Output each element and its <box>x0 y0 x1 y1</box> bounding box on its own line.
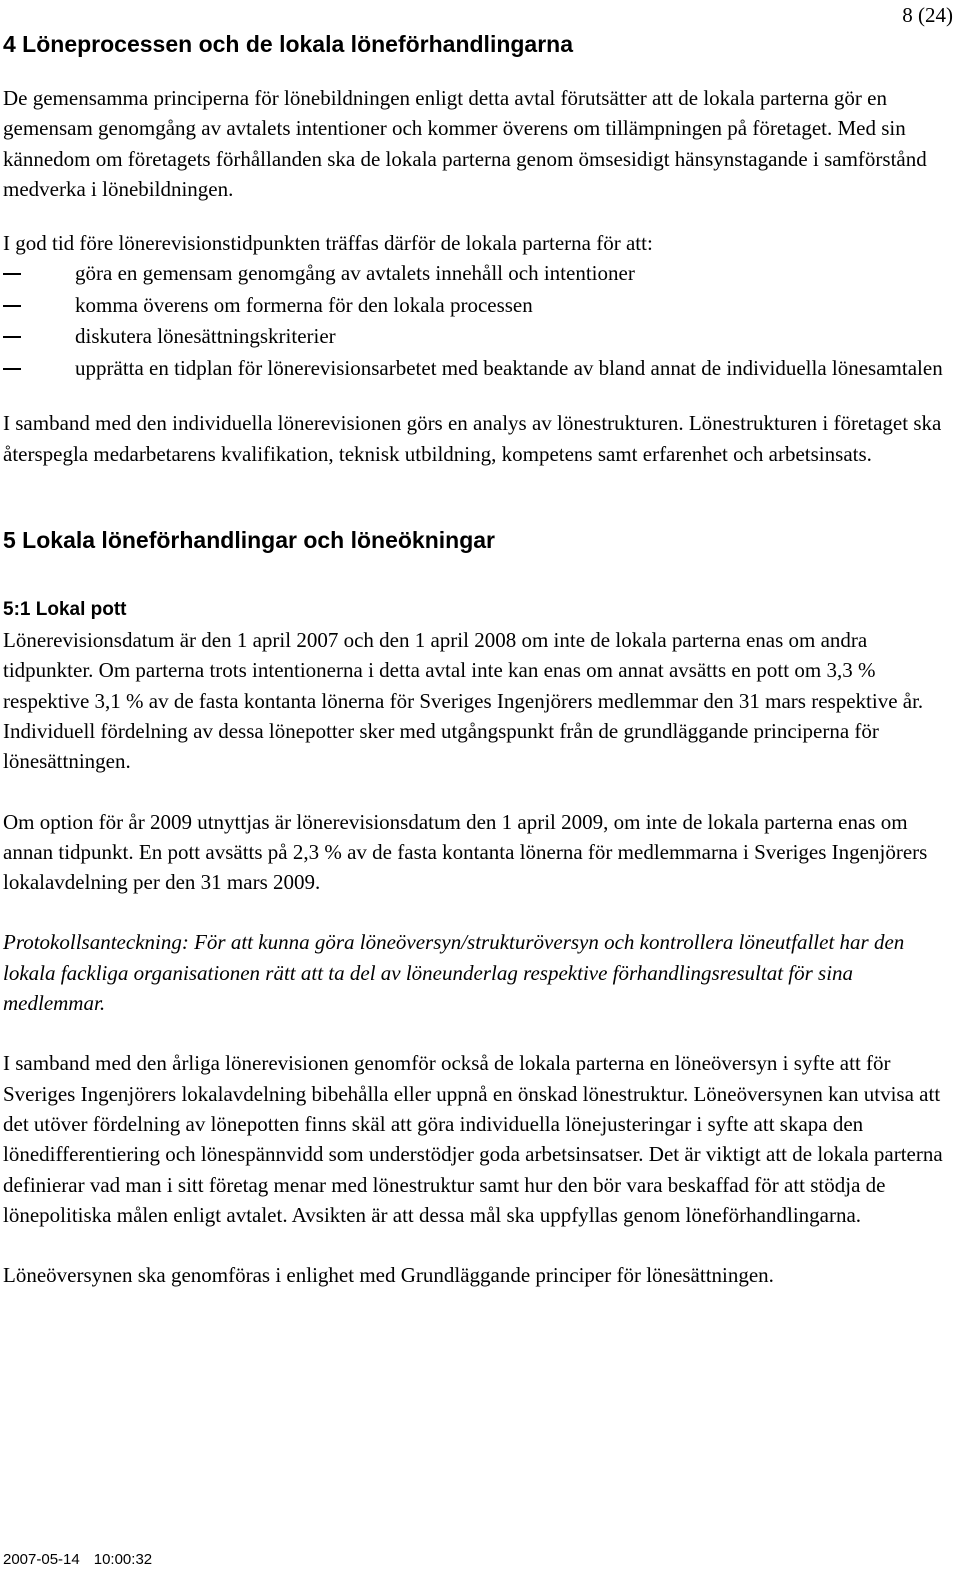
list-item <box>3 321 951 353</box>
section-4-heading: 4 Löneprocessen och de lokala löneförhandlingarna <box>3 31 574 57</box>
list-item-text: upprätta en tidplan för lönerevisionsarbetet med beaktande av bland annat de individuella lönesamtalen <box>75 355 943 380</box>
section-5-paragraph-4: Löneöversynen ska genomföras i enlighet med Grundläggande principer för lönesättningen. <box>3 1263 774 1288</box>
document-body <box>3 24 951 1290</box>
section-4-paragraph-1: De gemensamma principerna för lönebildningen enligt detta avtal förutsätter att de lokala parterna gör en gemensam genomgång av avtalets intentioner och kommer överens om tillämpningen på företaget. Med sin kännedom om företagets förhållanden ska de lokala parterna genom ömsesidigt hänsynstagande i samförstånd medverka i lönebildningen. <box>3 86 927 201</box>
page-number: 8 (24) <box>902 3 953 27</box>
dash-bullet-icon <box>3 336 21 338</box>
section-4-paragraph-2: I samband med den individuella lönerevisionen görs en analys av lönestrukturen. Lönestrukturen i företaget ska återspegla medarbetarens kvalifikation, teknisk utbildning, kompetens samt erfarenhet och arbetsinsats. <box>3 411 942 466</box>
section-5-paragraph-2: Om option för år 2009 utnyttjas är lönerevisionsdatum den 1 april 2009, om inte de lokala parterna enas om annan tidpunkt. En pott avsätts på 2,3 % av de fasta kontanta lönerna för medlemmarna i Sveriges Ingenjörers lokalavdelning per den 31 mars 2009. <box>3 809 928 895</box>
list-item-text: diskutera lönesättningskriterier <box>75 324 336 349</box>
section-5-heading: 5 Lokala löneförhandlingar och löneökningar <box>3 527 496 554</box>
protocol-note: Protokollsanteckning: För att kunna göra löneöversyn/strukturöversyn och kontrollera löneutfallet har den lokala fackliga organisationen rätt att ta del av löneunderlag respektive förhandlingsresultat för sina medlemmar. <box>3 930 905 1016</box>
section-4-dash-list <box>3 258 951 384</box>
dash-bullet-icon <box>3 305 21 307</box>
list-item-text: göra en gemensam genomgång av avtalets innehåll och intentioner <box>75 261 635 286</box>
footer-timestamp <box>3 1550 152 1570</box>
dash-bullet-icon <box>3 273 21 275</box>
section-4-list-intro: I god tid före lönerevisionstidpunkten träffas därför de lokala parterna för att: <box>3 231 653 256</box>
list-item-text: komma överens om formerna för den lokala processen <box>75 292 533 317</box>
list-item <box>3 290 951 322</box>
footer-date: 2007-05-14 <box>3 1551 80 1568</box>
section-5-paragraph-3: I samband med den årliga lönerevisionen genomför också de lokala parterna en löneöversyn i syfte att för Sveriges Ingenjörers lokalavdelning bibehålla eller uppnå en önskad lönestruktur. Löneöversynen kan utvisa att det utöver fördelning av lönepotten finns skäl att göra individuella lönejusteringar i syfte att skapa den lönedifferentiering och lönespännvidd som understödjer goda arbetsinsatser. Det är viktigt att de lokala parterna definierar vad man i sitt företag menar med lönestruktur samt hur den bör vara beskaffad för att stödja de lönepolitiska målen enligt avtalet. Avsikten är att dessa mål ska uppfyllas genom löneförhandlingarna. <box>3 1051 943 1227</box>
list-item <box>3 258 951 290</box>
list-item <box>3 353 951 385</box>
subsection-5-1-heading: 5:1 Lokal pott <box>3 599 127 621</box>
footer-time: 10:00:32 <box>93 1551 153 1568</box>
section-5-paragraph-1: Lönerevisionsdatum är den 1 april 2007 och den 1 april 2008 om inte de lokala parterna enas om andra tidpunkter. Om parterna trots intentionerna i detta avtal inte kan enas om annat avsätts en pott om 3,3 % respektive 3,1 % av de fasta kontanta lönerna för Sveriges Ingenjörers medlemmar den 31 mars respektive år. Individuell fördelning av dessa lönepotter sker med utgångspunkt från de grundläggande principerna för lönesättningen. <box>3 628 924 774</box>
dash-bullet-icon <box>3 368 21 370</box>
